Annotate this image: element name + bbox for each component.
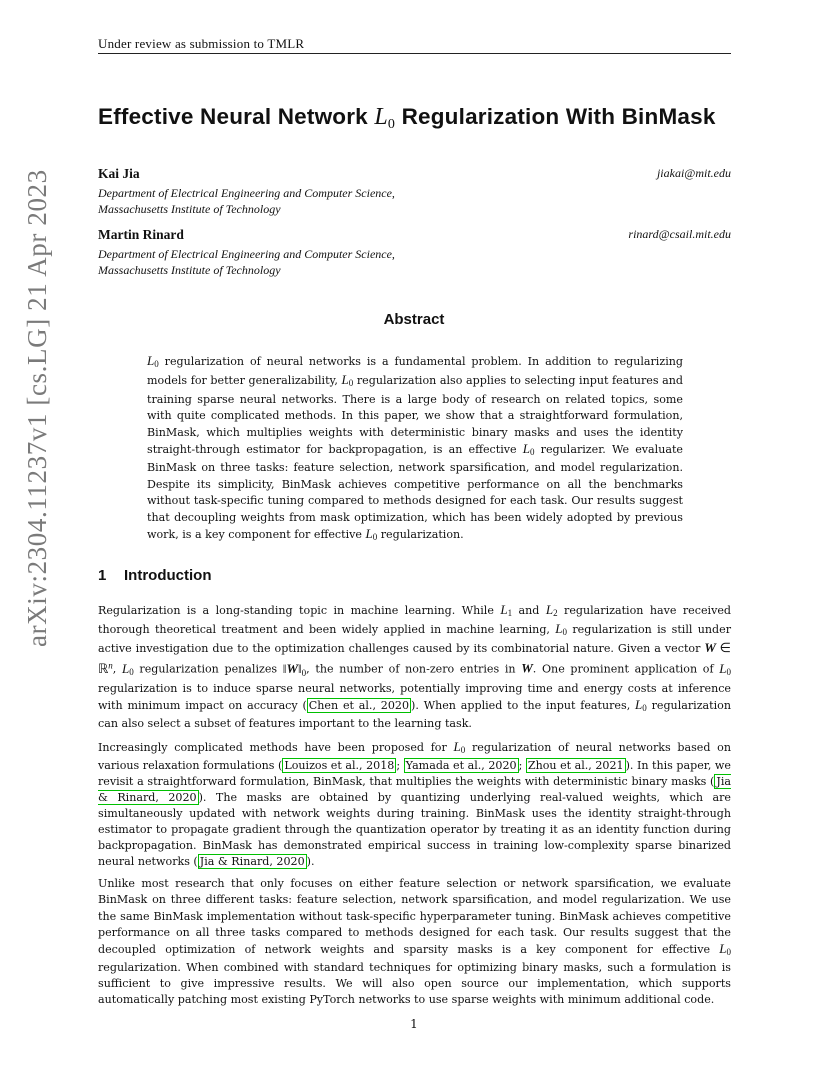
author-name: Kai Jia (98, 166, 140, 181)
math-l0: $L_0$ (522, 441, 535, 458)
citation-link[interactable]: Jia & Rinard, 2020 (199, 855, 305, 869)
citation-link[interactable]: Yamada et al., 2020 (405, 758, 517, 772)
author-affiliation: Department of Electrical Engineering and Computer Science, (98, 247, 395, 261)
paper-title (98, 104, 716, 133)
math-w-norm: $‖W‖_0$ (282, 660, 307, 679)
author-email: jiakai@mit.edu (656, 166, 731, 180)
author-block-1 (98, 166, 731, 217)
math-l0: $L_0$ (341, 372, 354, 389)
title-prefix: Effective Neural Network (98, 104, 368, 129)
math-l0: $L_0$ (453, 738, 466, 755)
running-head: Under review as submission to TMLR (98, 36, 305, 51)
abstract-text: regularization. (380, 528, 464, 542)
abstract-text: regularization of neural networks is a fundamental problem. In addition to regularizing models for better generalizability, (147, 355, 683, 388)
section-title: Introduction (124, 567, 212, 584)
title-math: $L_0$ (374, 104, 396, 132)
arxiv-id: arXiv:2304.11237v1 [cs.LG] 21 Apr 2023 (22, 169, 52, 647)
author-affiliation: Massachusetts Institute of Technology (98, 202, 281, 216)
section-heading (98, 567, 211, 584)
citation-link[interactable]: Jia & Rinard, 2020 (98, 774, 731, 804)
citation-link[interactable]: Zhou et al., 2021 (527, 758, 624, 772)
abstract-text: regularization also applies to selecting input features and training sparse neural networks. There is a large body of research on related topics, some with quite complicated methods. In this paper, we show that a straightforward formulation, BinMask, which multiplies weights with deterministic binary masks and uses the identity straight-through estimator for backpropagation, is an effective (147, 374, 683, 457)
paragraph: Increasingly complicated methods have been proposed for $L_0$ regularization of neural networks based on various relaxation formulations ( Louizos et al., 2018 ; Yamada et al., 2020 ; Zhou et al., 2021 ). In this paper, we revisit a straightforward formulation, BinMask, that multiplies the weights with deterministic binary masks ( Jia & Rinard, 2020 ). The masks are obtained by quantizing underlying real-valued weights, which are simultaneously updated with network weights during training. BinMask uses the identity straight-through estimator to propagate gradient through the quantization operator by treating it as an identity function during backpropagation. BinMask has demonstrated empirical success in training low-complexity sparse binarized neural networks ( Jia & Rinard, 2020 ). (98, 738, 732, 869)
abstract-heading: Abstract (383, 311, 445, 328)
body-text (98, 602, 731, 1014)
math-l0: $L_0$ (719, 660, 731, 677)
math-l0: $L_0$ (147, 353, 159, 369)
math-l0: $L_0$ (365, 526, 378, 543)
title-suffix: Regularization With BinMask (401, 104, 716, 129)
arxiv-sidebar (22, 169, 66, 647)
author-block-2 (98, 227, 731, 278)
math-l0: $L_0$ (719, 940, 732, 957)
paragraph: Unlike most research that only focuses on either feature selection or network sparsification, we evaluate BinMask on three different tasks: feature selection, network sparsification, and model regularization. We use the same BinMask implementation without task-specific hyperparameter tuning. BinMask achieves competitive performance on all three tasks compared to methods designed for each task. Our results suggest that the decoupled optimization of network weights and sparsity masks is a key component for effective $L_0$ regularization. When combined with standard techniques for optimizing binary masks, such a formulation is sufficient to give impressive results. We will also open source our implementation, which supports automatically patching most existing PyTorch networks to use sparse weights with minimum additional code. (98, 877, 732, 1006)
math-l1: $L_1$ (500, 602, 513, 618)
author-affiliation: Massachusetts Institute of Technology (98, 263, 281, 277)
math-l2: $L_2$ (545, 602, 558, 618)
section-number: 1 (98, 567, 107, 584)
paragraph: Regularization is a long-standing topic in machine learning. While $L_1$ and $L_2$ regularization have received thorough theoretical treatment and been widely applied in machine learning, $L_0$ regularization is still under active investigation due to the optimization challenges caused by its combinatorial nature. Given a vector W ∈ ℝ$^n$, $L_0$ regularization penalizes $‖W‖_0$, the number of non-zero entries in W. One prominent application of $L_0$ regularization is to induce sparse neural networks, potentially improving time and energy costs at inference with minimum impact on accuracy ( Chen et al., 2020 ). When applied to the input features, $L_0$ regularization can also select a subset of features important to the learning task. (98, 602, 732, 731)
citation-link[interactable]: Louizos et al., 2018 (284, 758, 395, 772)
math-w: W (521, 660, 533, 676)
author-email: rinard@csail.mit.edu (628, 227, 731, 241)
citation-link[interactable]: Chen et al., 2020 (308, 699, 410, 713)
abstract-body (147, 353, 683, 545)
page-number: 1 (410, 1017, 418, 1031)
author-name: Martin Rinard (98, 227, 184, 242)
author-affiliation: Department of Electrical Engineering and Computer Science, (98, 186, 395, 200)
math-l0: $L_0$ (122, 660, 134, 677)
math-l0: $L_0$ (555, 621, 568, 638)
math-l0: $L_0$ (635, 697, 647, 714)
abstract-text: regularizer. We evaluate BinMask on three tasks: feature selection, network sparsification, and model regularization. Despite its simplicity, BinMask achieves competitive performance on all the benchmarks without task-specific tuning compared to methods designed for each task. Our results suggest that decoupling weights from mask optimization, which has been widely adopted by previous work, is a key component for effective (147, 443, 683, 542)
math-w-in-rn: W ∈ ℝ$^n$ (98, 640, 731, 676)
header-rule (98, 53, 731, 54)
